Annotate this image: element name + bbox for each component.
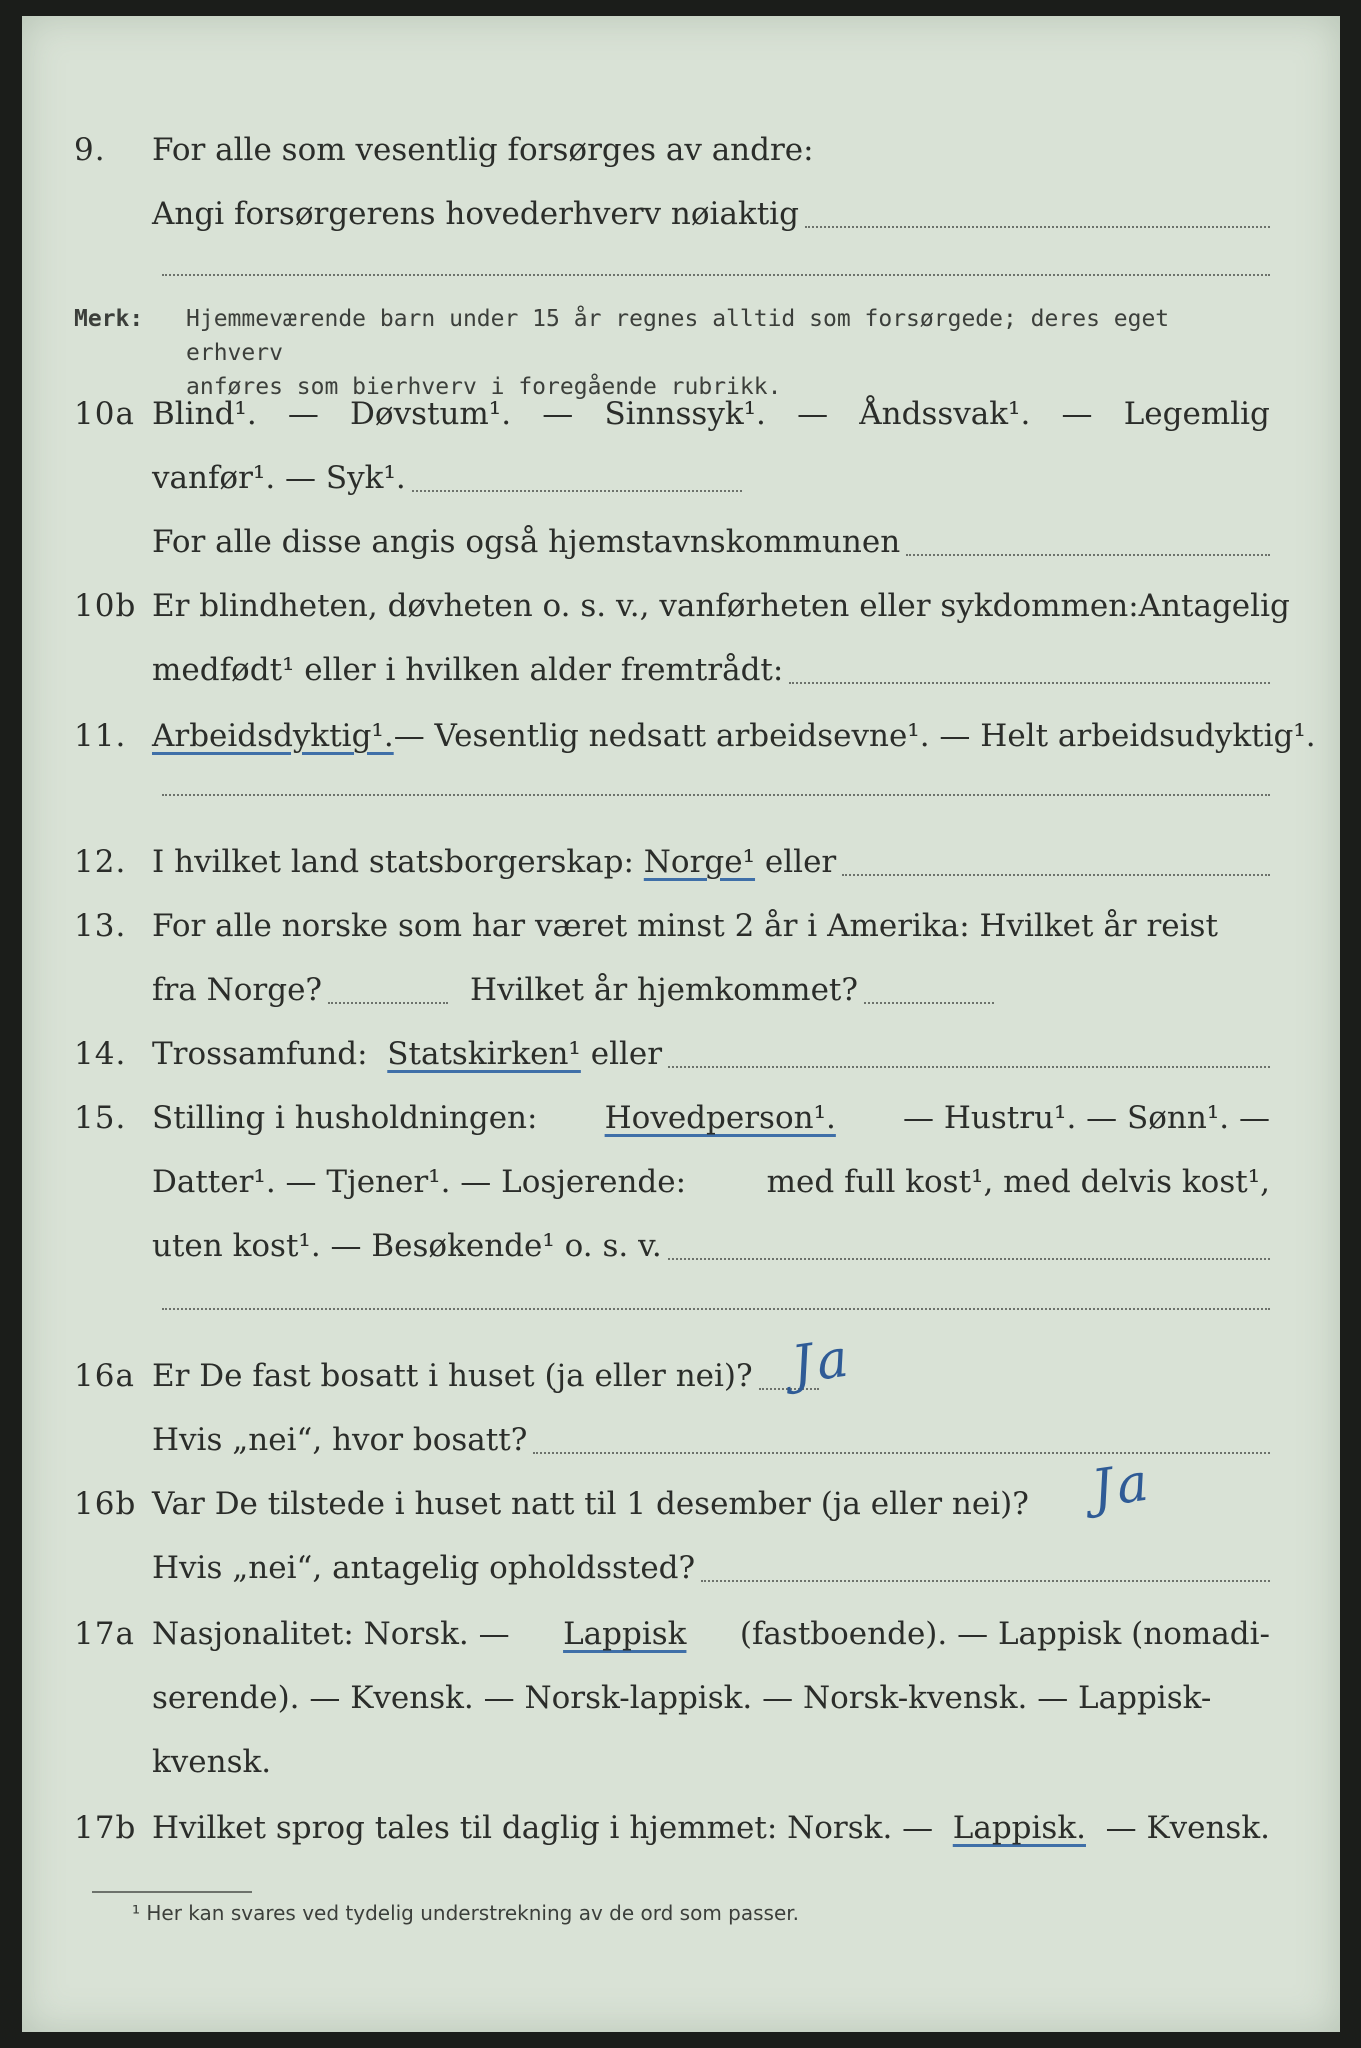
q9-text: For alle som vesentlig forsørges av andre: bbox=[152, 132, 814, 168]
q16a-number: 16a bbox=[74, 1358, 135, 1394]
q10a-opt-2[interactable]: Døvstum¹. bbox=[350, 396, 512, 432]
q9-row-2 bbox=[22, 188, 1340, 240]
q10a-answer-line[interactable] bbox=[412, 490, 742, 492]
q16b-answer: Ja bbox=[1088, 1452, 1156, 1520]
q15-opt-hovedperson[interactable]: Hovedperson¹. bbox=[604, 1100, 836, 1136]
q9-extra-line bbox=[162, 274, 1270, 276]
q9-number: 9. bbox=[74, 132, 106, 168]
q16a-row: 16a Er De fast bosatt i huset (ja eller nei)? bbox=[22, 1350, 1340, 1402]
q14-opt-statskirken[interactable]: Statskirken¹ bbox=[387, 1036, 581, 1072]
q10a-number: 10a bbox=[74, 396, 135, 432]
q13-reist-line[interactable] bbox=[328, 1002, 448, 1004]
q15-extra-line bbox=[162, 1308, 1270, 1310]
q10a-home-line[interactable] bbox=[906, 554, 1270, 556]
q10a-row bbox=[22, 388, 1340, 440]
q15-answer-line[interactable] bbox=[668, 1258, 1270, 1260]
q12-opt-norge[interactable]: Norge¹ bbox=[643, 844, 756, 880]
q17b-row: 17b Hvilket sprog tales til daglig i hjemmet: Norsk. — Lappisk. — Kvensk. bbox=[22, 1802, 1340, 1854]
q10a-text-3: For alle disse angis også hjemstavnskommunen bbox=[152, 524, 901, 560]
q14-row: 14. Trossamfund: Statskirken¹ eller bbox=[22, 1028, 1340, 1080]
footnote-rule bbox=[92, 1891, 252, 1893]
q13-number: 13. bbox=[74, 908, 127, 944]
q17a-opt-lappisk[interactable]: Lappisk bbox=[563, 1616, 687, 1652]
q10a-opt-3[interactable]: Sinnssyk¹. bbox=[604, 396, 766, 432]
q13-row-2: fra Norge? Hvilket år hjemkommet? bbox=[22, 964, 1340, 1016]
q10a-row-2 bbox=[22, 452, 1340, 504]
q9-text-2: Angi forsørgerens hovederhverv nøiaktig bbox=[152, 196, 799, 232]
q11-opt-arbeidsdyktig[interactable]: Arbeidsdyktig¹. bbox=[152, 718, 394, 754]
q16b-row: 16b Var De tilstede i huset natt til 1 desember (ja eller nei)? bbox=[22, 1478, 1340, 1530]
q10a-opt-1[interactable]: Blind¹. bbox=[152, 396, 257, 432]
q11-answer-line bbox=[162, 794, 1270, 796]
q16b-number: 16b bbox=[74, 1486, 137, 1522]
q16a-row-2: Hvis „nei“, hvor bosatt? bbox=[22, 1414, 1340, 1466]
q14-answer-line[interactable] bbox=[668, 1066, 1270, 1068]
q10a-options: Blind¹. — Døvstum¹. — Sinnssyk¹. — Åndssvak¹. — Legemlig bbox=[152, 388, 1270, 440]
q12-number: 12. bbox=[74, 844, 127, 880]
q17b-number: 17b bbox=[74, 1810, 137, 1846]
q10b-text: Er blindheten, døvheten o. s. v., vanførheten eller sykdommen: Antagelig bbox=[152, 588, 1290, 624]
q10b-row bbox=[22, 580, 1340, 632]
merk-line-1: Hjemmeværende barn under 15 år regnes alltid som forsørgede; deres eget erhverv bbox=[186, 306, 1170, 366]
q13-text: For alle norske som har været minst 2 år i Amerika: Hvilket år reist bbox=[152, 908, 1218, 944]
q16a-answer: Ja bbox=[788, 1328, 856, 1396]
q12-answer-line[interactable] bbox=[842, 874, 1270, 876]
q17b-opt-lappisk[interactable]: Lappisk. bbox=[952, 1810, 1086, 1846]
merk-label: Merk: bbox=[74, 306, 144, 332]
q17a-row-3: kvensk. bbox=[152, 1744, 272, 1780]
q17a-row: 17a Nasjonalitet: Norsk. — Lappisk (fastboende). — Lappisk (nomadi- bbox=[22, 1608, 1340, 1660]
q10a-row-3 bbox=[22, 516, 1340, 568]
footnote: ¹ Her kan svares ved tydelig understrekning av de ord som passer. bbox=[132, 1901, 800, 1925]
q10a-opt-4[interactable]: Åndssvak¹. bbox=[859, 396, 1031, 432]
q11-options bbox=[152, 710, 1316, 762]
q15-row: 15. Stilling i husholdningen: Hovedperson¹. — Hustru¹. — Sønn¹. — bbox=[22, 1092, 1340, 1144]
q16a-bosatt-line[interactable] bbox=[533, 1452, 1270, 1454]
q10a-opt-5[interactable]: Legemlig bbox=[1123, 396, 1270, 432]
q15-row-3: uten kost¹. — Besøkende¹ o. s. v. bbox=[22, 1220, 1340, 1272]
q16b-row-2: Hvis „nei“, antagelig opholdssted? bbox=[22, 1542, 1340, 1594]
q11-number: 11. bbox=[74, 718, 127, 754]
q13-row bbox=[22, 900, 1340, 952]
merk-line-2: anføres som bierhverv i foregående rubrikk. bbox=[186, 374, 782, 400]
q13-hjem-line[interactable] bbox=[864, 1002, 994, 1004]
q17a-number: 17a bbox=[74, 1616, 135, 1652]
q17a-row-2: serende). — Kvensk. — Norsk-lappisk. — Norsk-kvensk. — Lappisk- bbox=[152, 1680, 1212, 1716]
q12-row: 12. I hvilket land statsborgerskap: Norge¹ eller bbox=[22, 836, 1340, 888]
q9-answer-line[interactable] bbox=[805, 226, 1270, 228]
form-sheet bbox=[22, 16, 1340, 2032]
q16b-answer-line[interactable] bbox=[701, 1580, 1270, 1582]
q9-row bbox=[22, 124, 1340, 176]
q10a-text-2[interactable]: vanfør¹. — Syk¹. bbox=[152, 460, 406, 496]
q15-number: 15. bbox=[74, 1100, 127, 1136]
merk-note bbox=[74, 302, 1270, 400]
q14-number: 14. bbox=[74, 1036, 127, 1072]
q11-row bbox=[22, 710, 1340, 762]
q10b-number: 10b bbox=[74, 588, 137, 624]
q10b-row-2 bbox=[22, 644, 1340, 696]
q10b-text-2: medfødt¹ eller i hvilken alder fremtrådt: bbox=[152, 652, 784, 688]
q10b-answer-line[interactable] bbox=[789, 682, 1270, 684]
q11-opt-rest[interactable]: — Vesentlig nedsatt arbeidsevne¹. — Helt arbeidsudyktig¹. bbox=[393, 718, 1316, 754]
q15-row-2: Datter¹. — Tjener¹. — Losjerende: med full kost¹, med delvis kost¹, bbox=[152, 1164, 1270, 1200]
